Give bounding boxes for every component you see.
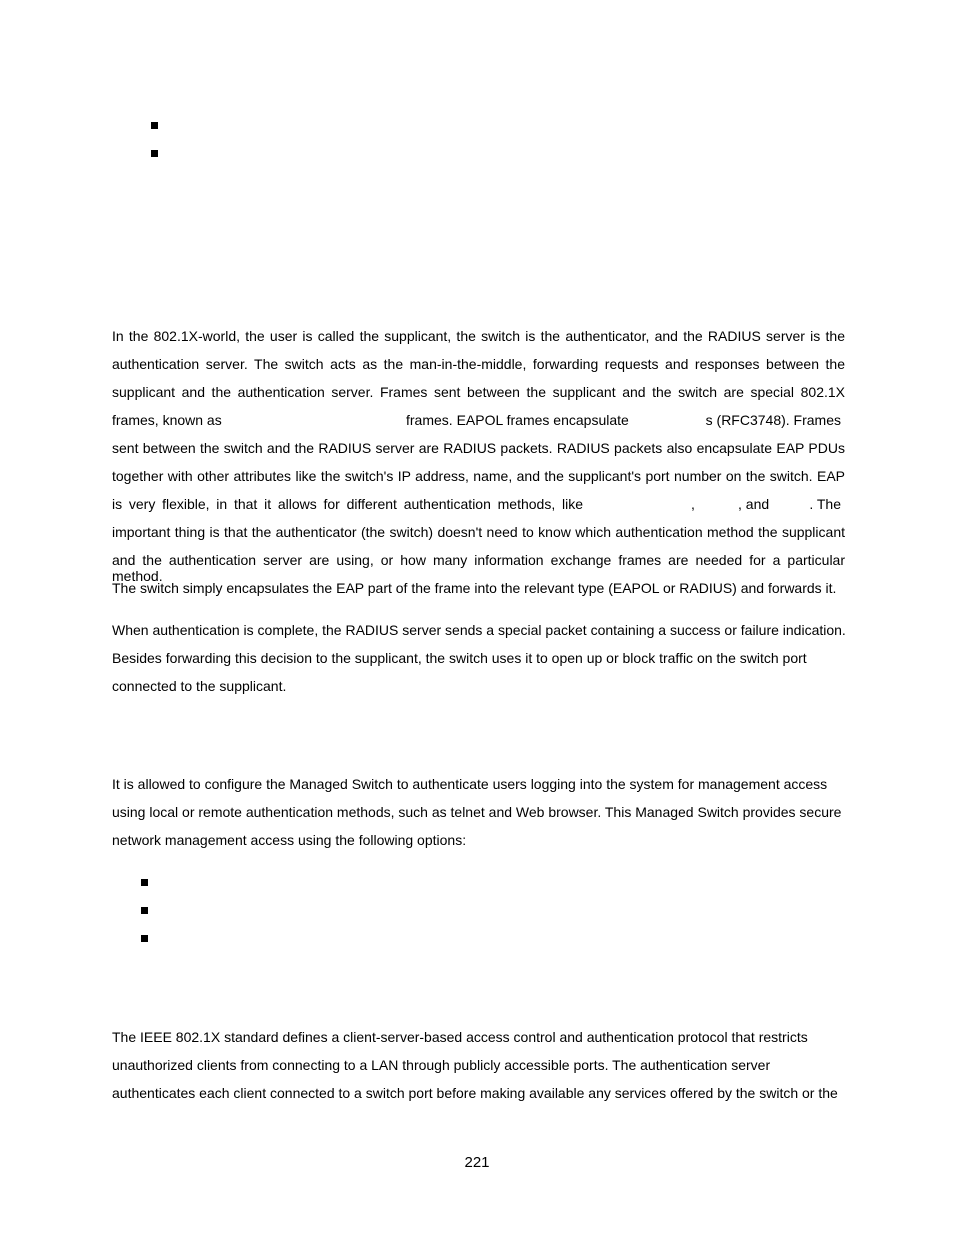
text-fragment: . The bbox=[809, 496, 841, 512]
paragraph-1-line: important thing is that the authenticator (the switch) doesn't need to know which authentication method the supplicant bbox=[112, 524, 845, 540]
bullet-marker bbox=[141, 935, 148, 942]
paragraph-4-line: The IEEE 802.1X standard defines a client-server-based access control and authentication protocol that restricts bbox=[112, 1029, 808, 1045]
text-fragment: s (RFC3748). Frames bbox=[705, 412, 841, 428]
paragraph-1-line: and the authentication server are using, or how many information exchange frames are needed for a particular method. bbox=[112, 552, 845, 584]
paragraph-3-line: network management access using the following options: bbox=[112, 832, 467, 848]
paragraph-3-line: using local or remote authentication methods, such as telnet and Web browser. This Managed Switch provides secure bbox=[112, 804, 842, 820]
paragraph-1-line: supplicant and the authentication server. Frames sent between the supplicant and the switch are special 802.1X bbox=[112, 384, 845, 400]
text-fragment: frames. EAPOL frames encapsulate bbox=[406, 412, 629, 428]
paragraph-4-line: unauthorized clients from connecting to a LAN through publicly accessible ports. The authentication server bbox=[112, 1057, 771, 1073]
paragraph-1-line: In the 802.1X-world, the user is called the supplicant, the switch is the authenticator, and the RADIUS server is the bbox=[112, 328, 845, 344]
bullet-marker bbox=[141, 907, 148, 914]
paragraph-1-line: together with other attributes like the switch's IP address, name, and the supplicant's port number on the switch. EAP bbox=[112, 468, 845, 484]
text-fragment: , and bbox=[738, 496, 770, 512]
paragraph-2-line: Besides forwarding this decision to the supplicant, the switch uses it to open up or block traffic on the switch port bbox=[112, 650, 807, 666]
page-number: 221 bbox=[464, 1154, 490, 1171]
paragraph-2-line: When authentication is complete, the RADIUS server sends a special packet containing a success or failure indication. bbox=[112, 622, 846, 638]
paragraph-3-line: It is allowed to configure the Managed Switch to authenticate users logging into the system for management access bbox=[112, 776, 828, 792]
text-fragment: , bbox=[691, 496, 695, 512]
paragraph-1-line: authentication server. The switch acts as the man-in-the-middle, forwarding requests and responses between the bbox=[112, 356, 845, 372]
bullet-marker bbox=[151, 150, 158, 157]
paragraph-1-line: sent between the switch and the RADIUS server are RADIUS packets. RADIUS packets also encapsulate EAP PDUs bbox=[112, 440, 845, 456]
bullet-marker bbox=[141, 879, 148, 886]
paragraph-2-line: connected to the supplicant. bbox=[112, 678, 287, 694]
paragraph-4-line: authenticates each client connected to a switch port before making available any services offered by the switch or the bbox=[112, 1085, 838, 1101]
paragraph-1-line: The switch simply encapsulates the EAP part of the frame into the relevant type (EAPOL or RADIUS) and forwards it. bbox=[112, 580, 837, 596]
bullet-marker bbox=[151, 122, 158, 129]
text-fragment: frames, known as bbox=[112, 412, 222, 428]
text-fragment: is very flexible, in that it allows for different authentication methods, like bbox=[112, 496, 583, 512]
